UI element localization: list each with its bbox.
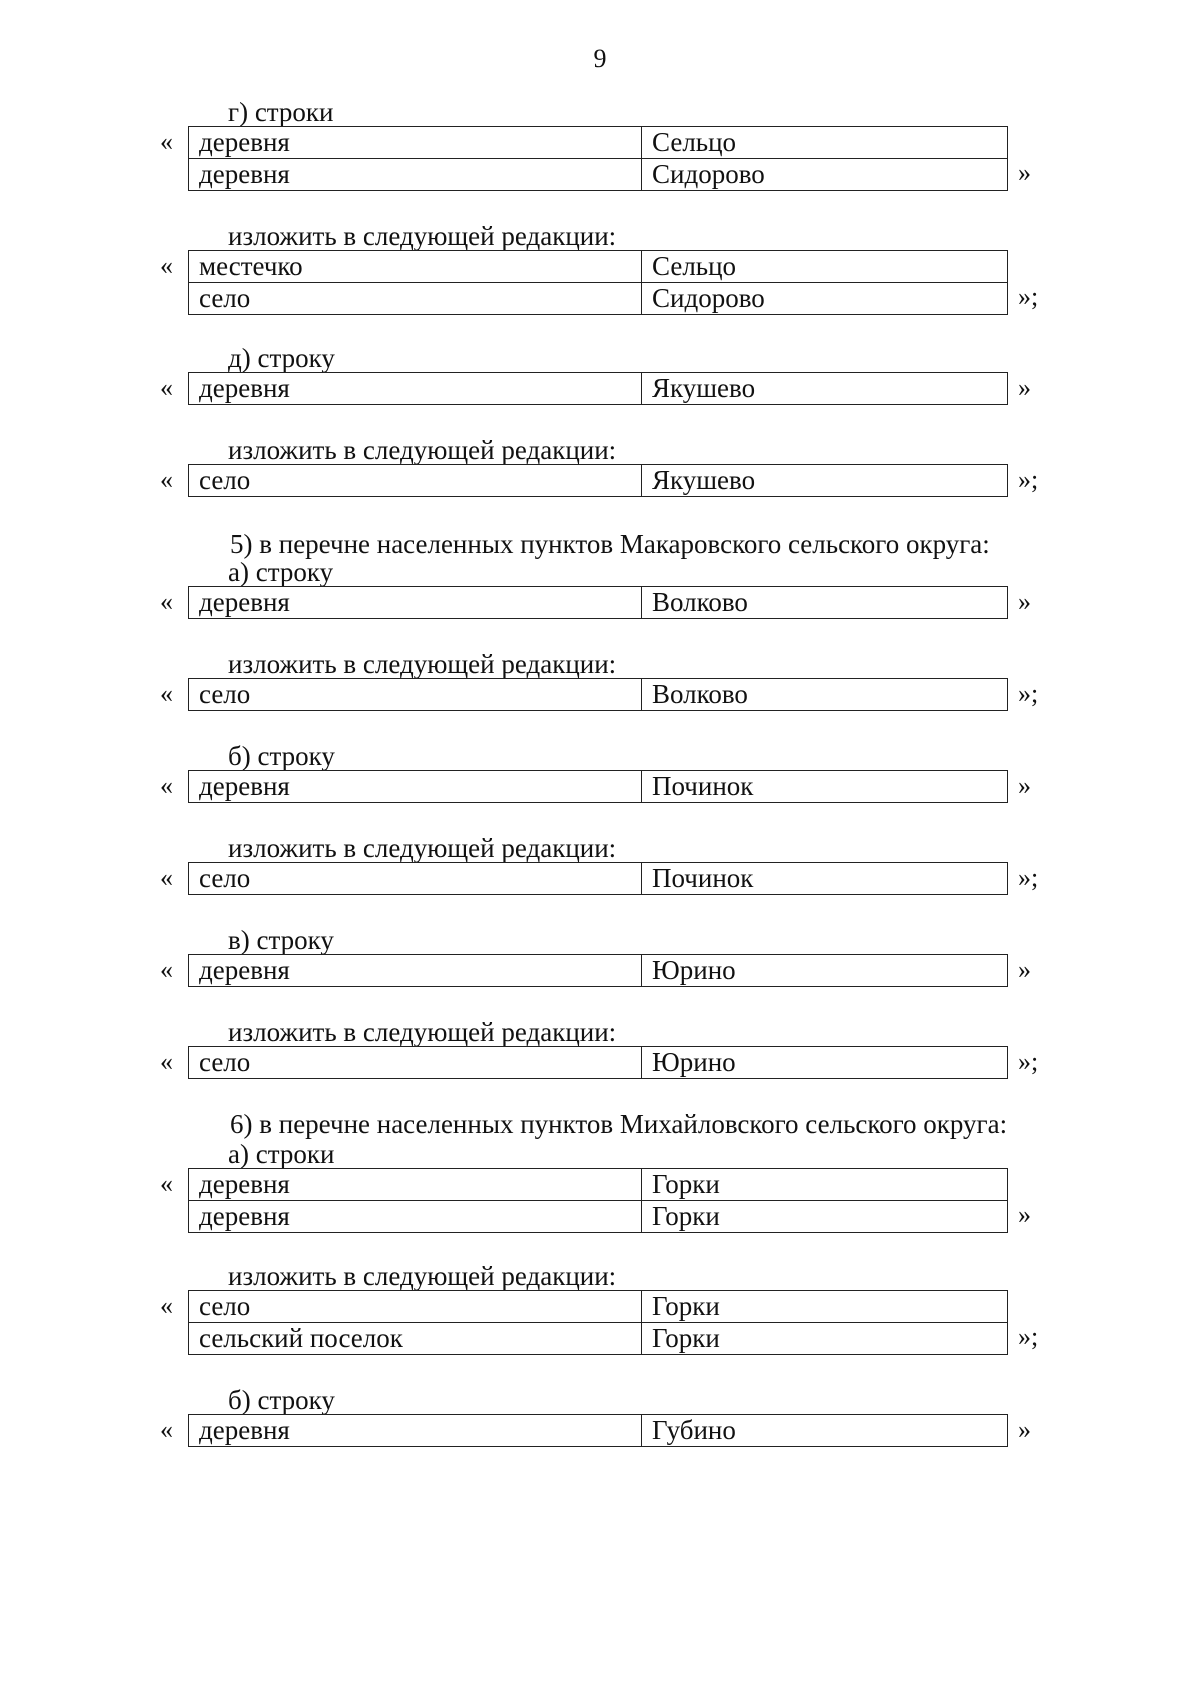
quote-open: «	[160, 587, 173, 616]
settlement-table	[188, 1290, 1008, 1355]
instruction-label: б) строку	[228, 1385, 335, 1415]
quote-open: «	[160, 955, 173, 984]
table-row	[189, 127, 1008, 159]
instruction-label: г) строки	[228, 97, 334, 127]
settlement-name-cell: Сельцо	[642, 251, 1008, 283]
quote-close: »;	[1018, 863, 1039, 892]
table-row	[189, 1169, 1008, 1201]
settlement-name-cell: Починок	[642, 771, 1008, 803]
table-row	[189, 373, 1008, 405]
settlement-table	[188, 464, 1008, 497]
settlement-name-cell: Волково	[642, 679, 1008, 711]
instruction-label: б) строку	[228, 741, 335, 771]
quote-close: »	[1018, 373, 1031, 402]
settlement-type-cell: село	[189, 283, 642, 315]
quote-close: »	[1018, 771, 1031, 800]
settlement-table	[188, 1168, 1008, 1233]
settlement-type-cell: село	[189, 465, 642, 497]
instruction-label: д) строку	[228, 343, 335, 373]
table-row	[189, 283, 1008, 315]
table-row	[189, 1291, 1008, 1323]
instruction-label: изложить в следующей редакции:	[228, 221, 617, 251]
quote-close: »	[1018, 1415, 1031, 1444]
quote-open: «	[160, 1047, 173, 1076]
settlement-name-cell: Сидорово	[642, 283, 1008, 315]
settlement-type-cell: деревня	[189, 127, 642, 159]
quote-close: »	[1018, 1200, 1031, 1229]
quote-open: «	[160, 1169, 173, 1198]
table-row	[189, 1415, 1008, 1447]
table-row	[189, 1323, 1008, 1355]
settlement-type-cell: деревня	[189, 955, 642, 987]
settlement-table	[188, 862, 1008, 895]
settlement-table	[188, 954, 1008, 987]
quote-close: »;	[1018, 1322, 1039, 1351]
quote-open: «	[160, 465, 173, 494]
quote-open: «	[160, 1415, 173, 1444]
quote-close: »;	[1018, 1047, 1039, 1076]
table-row	[189, 1201, 1008, 1233]
settlement-type-cell: деревня	[189, 771, 642, 803]
settlement-table	[188, 1414, 1008, 1447]
settlement-type-cell: село	[189, 679, 642, 711]
instruction-label: изложить в следующей редакции:	[228, 1261, 617, 1291]
settlement-type-cell: село	[189, 1291, 642, 1323]
table-row	[189, 159, 1008, 191]
quote-open: «	[160, 127, 173, 156]
settlement-table	[188, 770, 1008, 803]
instruction-label: в) строку	[228, 925, 334, 955]
settlement-table	[188, 586, 1008, 619]
settlement-name-cell: Починок	[642, 863, 1008, 895]
settlement-type-cell: деревня	[189, 373, 642, 405]
settlement-name-cell: Якушево	[642, 373, 1008, 405]
settlement-name-cell: Горки	[642, 1323, 1008, 1355]
settlement-type-cell: местечко	[189, 251, 642, 283]
instruction-label: изложить в следующей редакции:	[228, 833, 617, 863]
settlement-name-cell: Горки	[642, 1291, 1008, 1323]
settlement-type-cell: сельский поселок	[189, 1323, 642, 1355]
settlement-name-cell: Сидорово	[642, 159, 1008, 191]
settlement-type-cell: деревня	[189, 159, 642, 191]
table-row	[189, 1047, 1008, 1079]
table-row	[189, 955, 1008, 987]
table-row	[189, 465, 1008, 497]
quote-open: «	[160, 679, 173, 708]
quote-close: »;	[1018, 465, 1039, 494]
instruction-label: изложить в следующей редакции:	[228, 435, 617, 465]
settlement-type-cell: деревня	[189, 1169, 642, 1201]
settlement-table	[188, 678, 1008, 711]
settlement-name-cell: Горки	[642, 1201, 1008, 1233]
quote-open: «	[160, 1291, 173, 1320]
section-heading: 5) в перечне населенных пунктов Макаровского сельского округа:	[230, 529, 990, 559]
settlement-type-cell: село	[189, 863, 642, 895]
settlement-name-cell: Якушево	[642, 465, 1008, 497]
table-row	[189, 863, 1008, 895]
table-row	[189, 771, 1008, 803]
quote-close: »	[1018, 955, 1031, 984]
settlement-name-cell: Волково	[642, 587, 1008, 619]
settlement-type-cell: село	[189, 1047, 642, 1079]
page-number: 9	[593, 44, 607, 73]
settlement-name-cell: Юрино	[642, 1047, 1008, 1079]
table-row	[189, 251, 1008, 283]
settlement-table	[188, 1046, 1008, 1079]
table-row	[189, 679, 1008, 711]
instruction-label: а) строку	[228, 557, 334, 587]
quote-close: »	[1018, 158, 1031, 187]
settlement-table	[188, 250, 1008, 315]
settlement-table	[188, 126, 1008, 191]
quote-open: «	[160, 373, 173, 402]
quote-open: «	[160, 863, 173, 892]
table-row	[189, 587, 1008, 619]
settlement-name-cell: Губино	[642, 1415, 1008, 1447]
settlement-type-cell: деревня	[189, 587, 642, 619]
instruction-label: изложить в следующей редакции:	[228, 649, 617, 679]
settlement-type-cell: деревня	[189, 1415, 642, 1447]
quote-open: «	[160, 771, 173, 800]
quote-close: »;	[1018, 282, 1039, 311]
section-heading: 6) в перечне населенных пунктов Михайловского сельского округа:	[230, 1109, 1008, 1139]
instruction-label: а) строки	[228, 1139, 335, 1169]
settlement-name-cell: Горки	[642, 1169, 1008, 1201]
settlement-name-cell: Сельцо	[642, 127, 1008, 159]
settlement-type-cell: деревня	[189, 1201, 642, 1233]
quote-open: «	[160, 251, 173, 280]
settlement-name-cell: Юрино	[642, 955, 1008, 987]
quote-close: »	[1018, 587, 1031, 616]
quote-close: »;	[1018, 679, 1039, 708]
settlement-table	[188, 372, 1008, 405]
instruction-label: изложить в следующей редакции:	[228, 1017, 617, 1047]
